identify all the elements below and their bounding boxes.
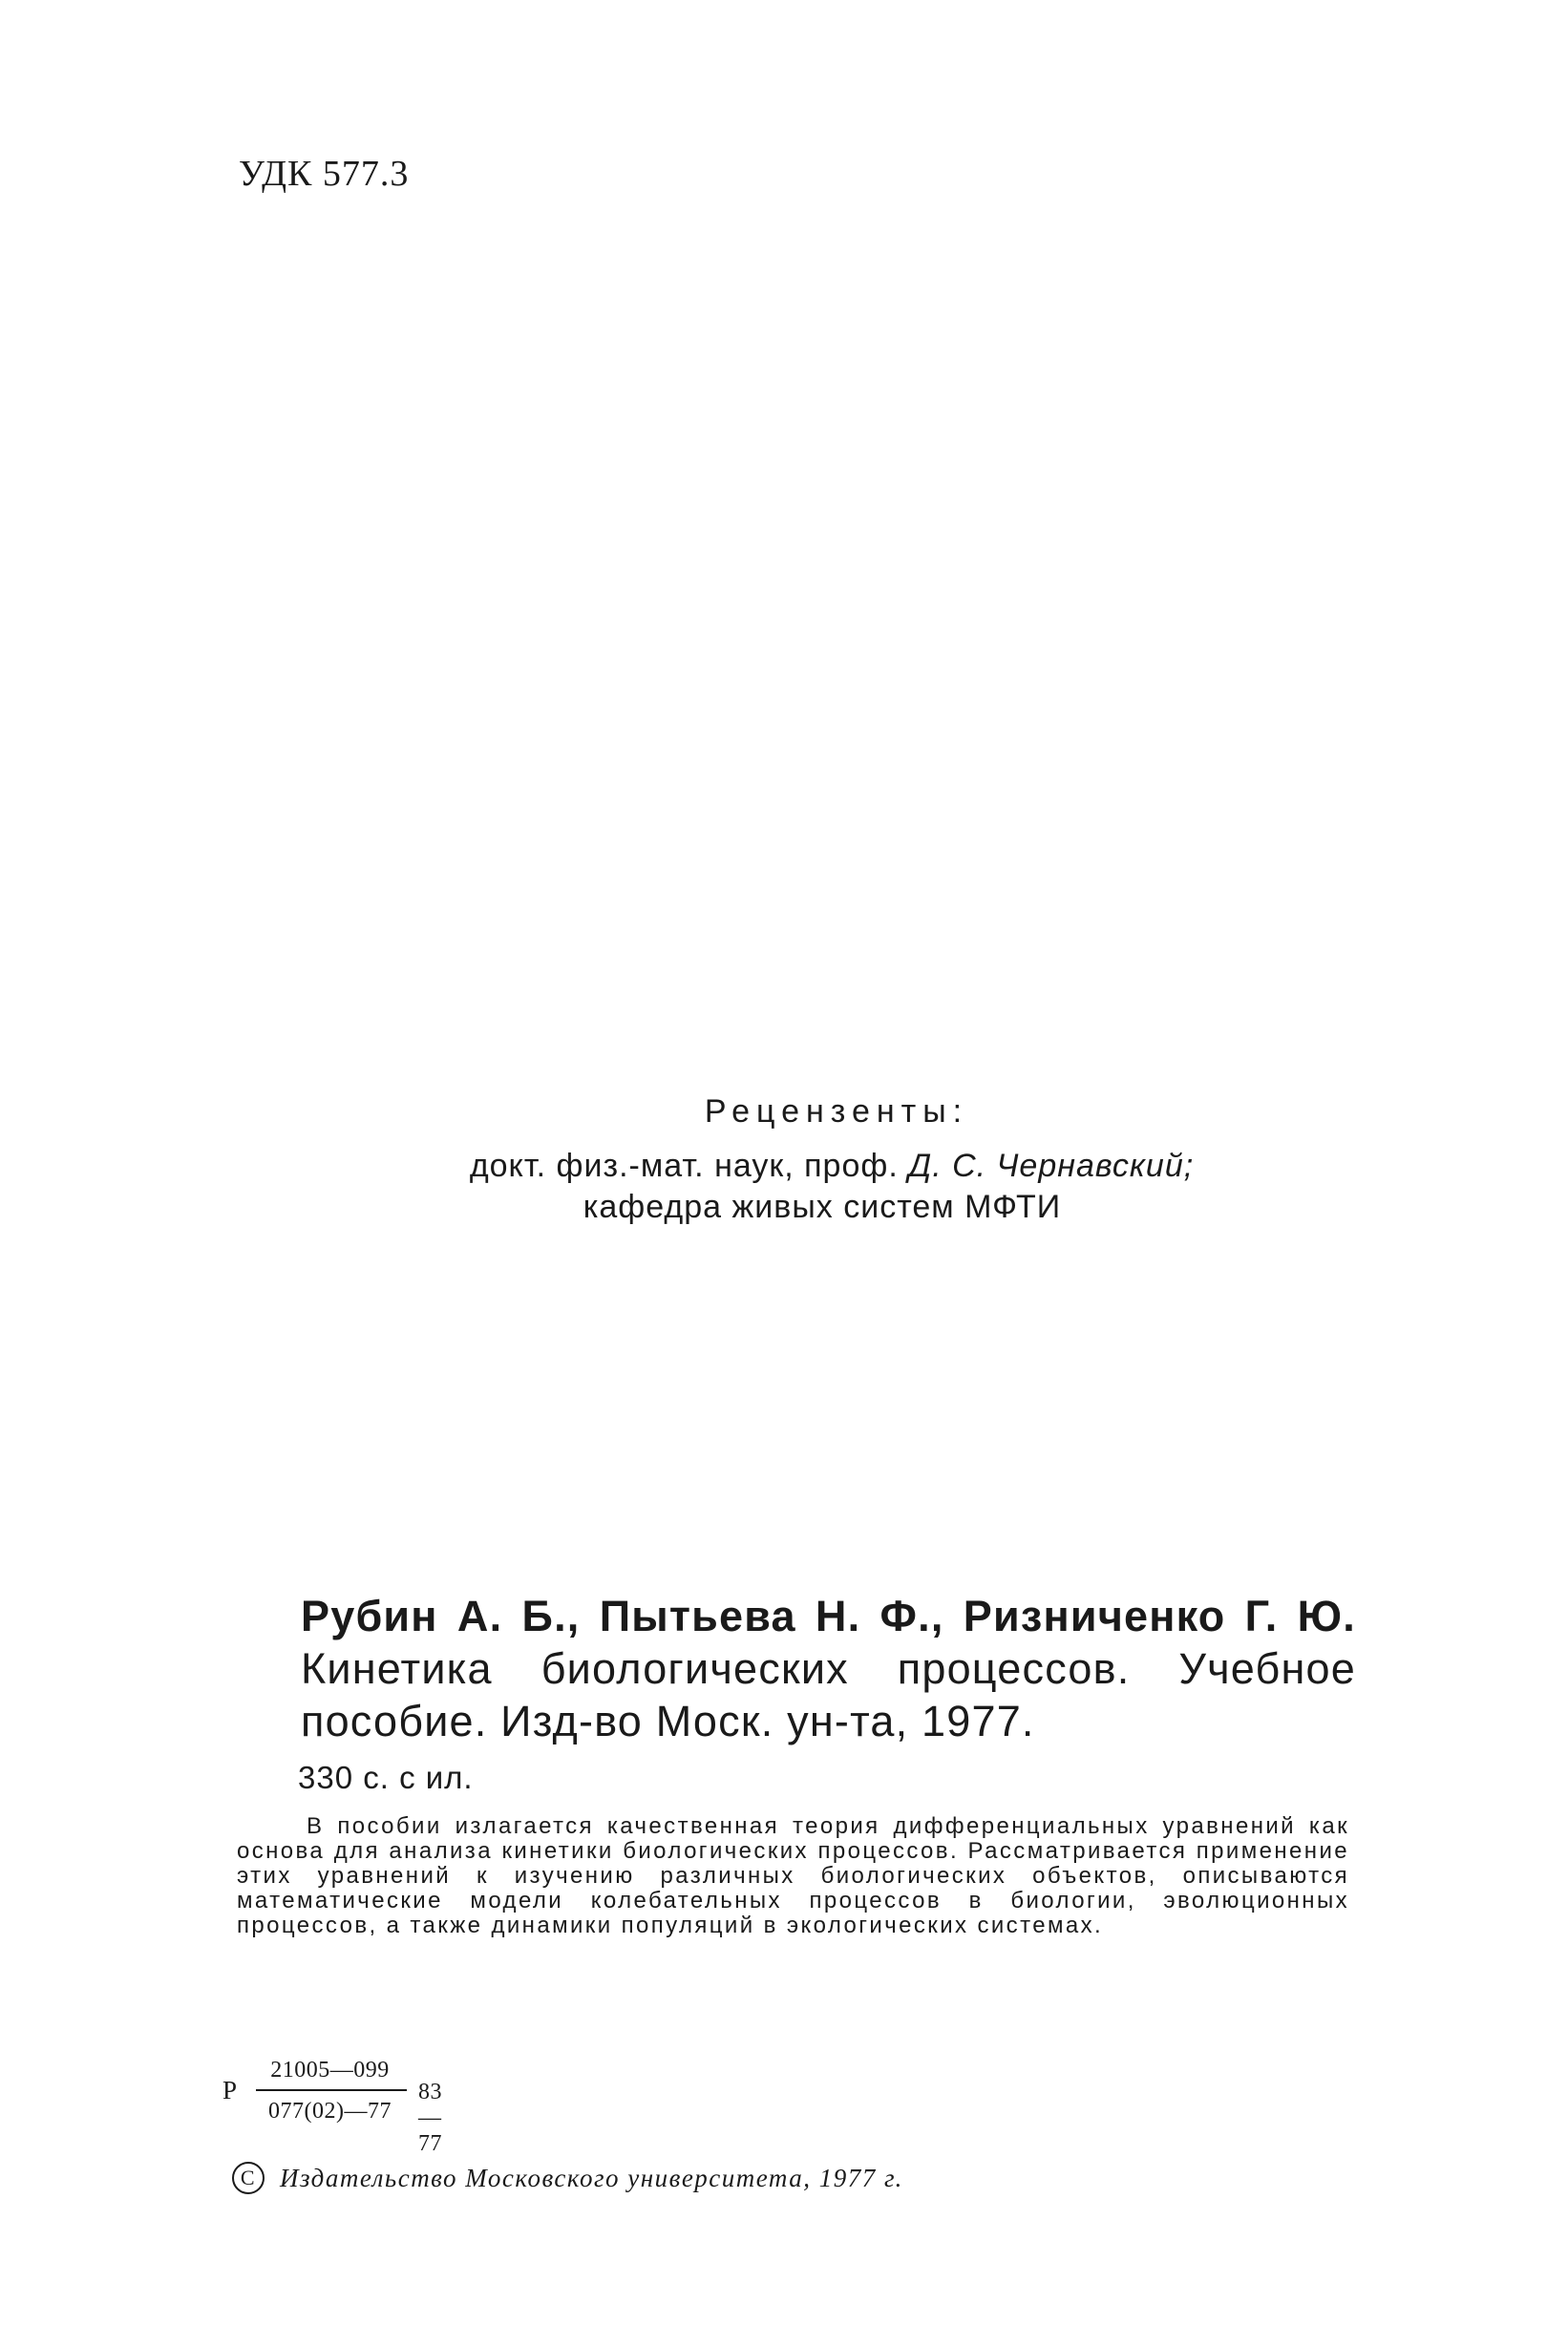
citation-title: Кинетика биологических процессов. Учебное пособие. Изд-во Моск. ун-та, 1977.: [301, 1644, 1356, 1745]
reviewer-degree: докт. физ.-мат. наук, проф.: [469, 1148, 909, 1184]
reviewers-block: [0, 1093, 1568, 1226]
page-count: 330 с. с ил.: [298, 1760, 474, 1795]
citation-authors: Рубин А. Б., Пытьева Н. Ф., Ризниченко Г. Ю.: [301, 1592, 1356, 1640]
reviewer-name: Д. С. Чернавский;: [908, 1148, 1195, 1184]
reviewer-person: [95, 1148, 1568, 1185]
copyright-icon: С: [232, 2162, 265, 2194]
code-denominator: 077(02)—77: [268, 2099, 392, 2124]
code-numerator: 21005—099: [270, 2058, 390, 2083]
reviewer-department: кафедра живых систем МФТИ: [583, 1189, 1062, 1225]
udk-code: УДК 577.3: [239, 154, 410, 194]
bibliographic-citation: [301, 1590, 1356, 1747]
copyright-line: [232, 2162, 903, 2194]
abstract-text: В пособии излагается качественная теория дифференциальных уравнений как основа для анализа кинетики биологических процессов. Рассматривается применение этих уравнений к изучению различных биологических объектов, описываются математические модели колебательных процессов в биологии, эволюционных процессов, а также динамики популяций в экологических системах.: [237, 1813, 1349, 1938]
code-letter: Р: [222, 2076, 238, 2104]
code-suffix: 83—77: [418, 2080, 442, 2156]
fraction-bar: [256, 2089, 407, 2091]
copyright-text: Издательство Московского университета, 1977 г.: [280, 2163, 903, 2192]
reviewers-title: Рецензенты:: [704, 1093, 969, 1130]
